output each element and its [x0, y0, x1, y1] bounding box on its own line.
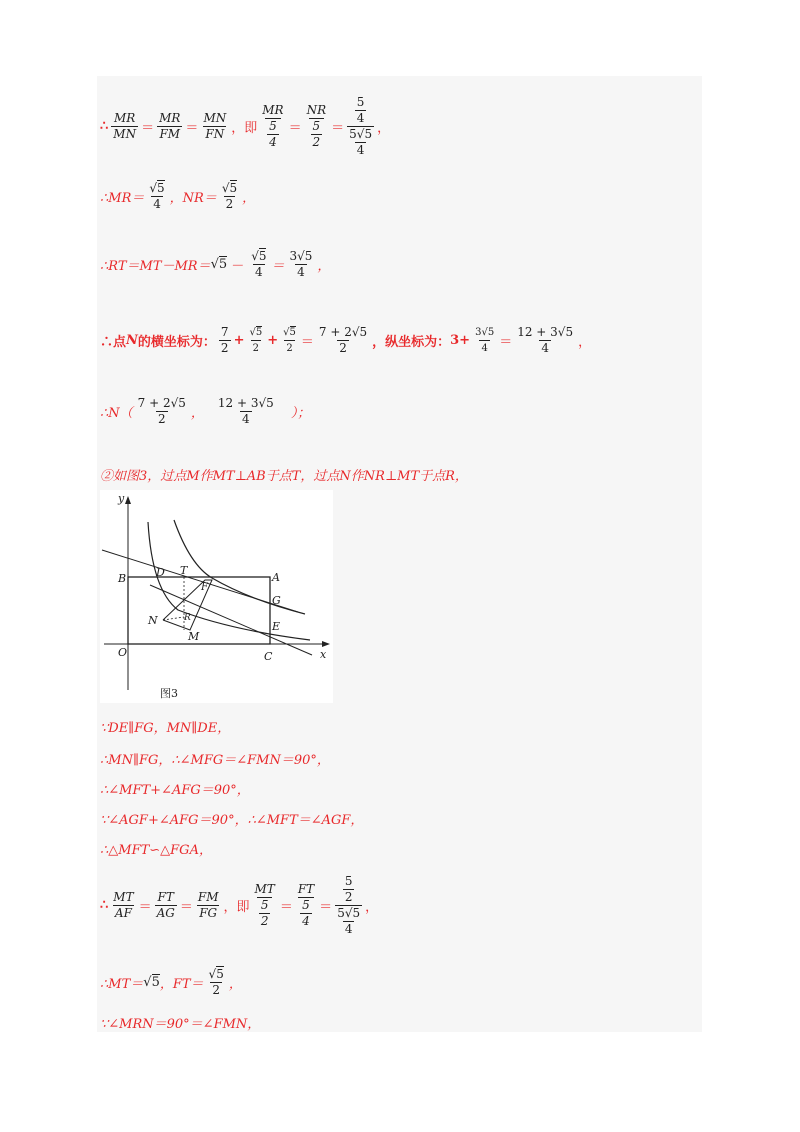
line-12: ∴ $\frac{MT}{AF}$ ＝ $\frac{FT}{AG}$ ＝ $\frac{FM}{FG}$ ，即 MT 5 2 ＝ FT 5 4 ＝ 5 2 5√5 4 ， — [100, 873, 379, 936]
label-r: R — [184, 613, 191, 623]
label-n: N — [148, 614, 158, 627]
line-dg — [102, 550, 298, 612]
label-o: O — [118, 646, 128, 659]
frac-sqrt5-2-b: $\frac{√5}{2}$ — [283, 326, 296, 354]
frac-mt-af: $\frac{MT}{AF}$ — [113, 889, 134, 920]
figure-caption: 图3 — [160, 687, 178, 700]
label-c: C — [264, 650, 273, 663]
frac-sqrt5-4-b: $\frac{√5}{4}$ — [251, 248, 267, 279]
figure-3-diagram — [100, 490, 333, 703]
frac-sqrt5-4: $\frac{√5}{4}$ — [149, 180, 165, 211]
hyperbola-inner — [148, 522, 310, 640]
frac-12-3sqrt5-4: $\frac{12 + 3√5}{4}$ — [517, 324, 574, 355]
hyperbola-outer — [174, 520, 305, 614]
figure-3 — [100, 490, 333, 703]
line-3: ∴RT＝MT－MR＝ √5 － $\frac{√5}{4}$ ＝ $\frac{3√5}{4}$ ， — [100, 248, 331, 279]
label-m: M — [188, 630, 200, 643]
frac-3sqrt5-4-b: $\frac{3√5}{4}$ — [475, 326, 495, 354]
frac-5-2-over-5sqrt5-4: 5 2 5√5 4 — [337, 873, 361, 936]
frac-3sqrt5-4: $\frac{3√5}{4}$ — [289, 248, 313, 279]
line-13: ∴MT＝ √5 ，FT＝ $\frac{√5}{2}$ ， — [100, 966, 242, 997]
line-5: ∴N（ $\frac{7 + 2√5}{2}$ ， $\frac{12 + 3√5}{4}$ ）； — [100, 395, 311, 426]
frac-fm-fg: $\frac{FM}{FG}$ — [197, 889, 219, 920]
frac-7-2sqrt5-2: $\frac{7 + 2√5}{2}$ — [318, 324, 368, 355]
label-t: T — [180, 564, 188, 577]
frac-n-x: $\frac{7 + 2√5}{2}$ — [137, 395, 186, 426]
frac-ft-5-4: FT 5 4 — [297, 881, 315, 928]
frac-7-2: $\frac{7}{2}$ — [220, 324, 229, 355]
frac-n-y: $\frac{12 + 3√5}{4}$ — [217, 395, 274, 426]
line-6: ②如图3，过点M作MT⊥AB于点T，过点N作NR⊥MT于点R， — [100, 468, 468, 484]
label-f: F — [201, 582, 208, 593]
y-axis-arrow — [125, 496, 131, 504]
x-axis-arrow — [322, 641, 330, 647]
frac-mn-fn: $\frac{MN}{FN}$ — [203, 110, 227, 141]
label-y: y — [118, 492, 125, 505]
frac-mt-5-2: MT 5 2 — [254, 881, 275, 928]
line-14: ∵∠MRN＝90°＝∠FMN， — [100, 1016, 261, 1032]
line-11: ∴△MFT∽△FGA， — [100, 842, 212, 858]
frac-nr-5-2: NR 5 2 — [306, 102, 327, 149]
frac-sqrt5-2-a: $\frac{√5}{2}$ — [249, 326, 263, 354]
line-2: ∴MR＝ $\frac{√5}{4}$ ，NR＝ $\frac{√5}{2}$ ， — [100, 180, 256, 211]
line-9: ∴∠MFT+∠AFG＝90°， — [100, 782, 250, 798]
frac-ft-ag: $\frac{FT}{AG}$ — [156, 889, 175, 920]
line-10: ∵∠AGF+∠AFG＝90°，∴∠MFT＝∠AGF， — [100, 812, 364, 828]
frac-sqrt5-2: $\frac{√5}{2}$ — [221, 180, 238, 211]
frac-mr-fm: $\frac{MR}{FM}$ — [159, 110, 181, 141]
line-7: ∵DE∥FG，MN∥DE， — [100, 720, 231, 736]
line-1: ∴ $\frac{MR}{MN}$ ＝ $\frac{MR}{FM}$ ＝ $\frac{MN}{FN}$ ，即 MR 5 4 ＝ NR 5 2 ＝ 5 4 5√5 4 ， — [100, 94, 391, 157]
line-8: ∴MN∥FG，∴∠MFG＝∠FMN＝90°， — [100, 752, 330, 768]
label-g: G — [272, 594, 281, 607]
frac-mr-5-4: MR 5 4 — [262, 102, 284, 149]
label-a: A — [272, 571, 280, 584]
label-d: D — [156, 566, 165, 579]
frac-5-4-over-5sqrt5-4: 5 4 5√5 4 — [349, 94, 373, 157]
label-e: E — [272, 620, 281, 633]
frac-mr-mn: $\frac{MR}{MN}$ — [113, 110, 137, 141]
label-b: B — [118, 572, 127, 585]
line-4: ∴点 N 的横坐标为： $\frac{7}{2}$ + $\frac{√5}{2}$ + $\frac{√5}{2}$ ＝ $\frac{7 + 2√5}{2}$ ，纵坐标为： 3+ $\frac{3√5}{4}$ ＝ $\frac{12 + 3√5}{4}$ ， — [100, 324, 592, 355]
label-x: x — [320, 648, 327, 661]
frac-sqrt5-2-c: $\frac{√5}{2}$ — [208, 966, 224, 997]
